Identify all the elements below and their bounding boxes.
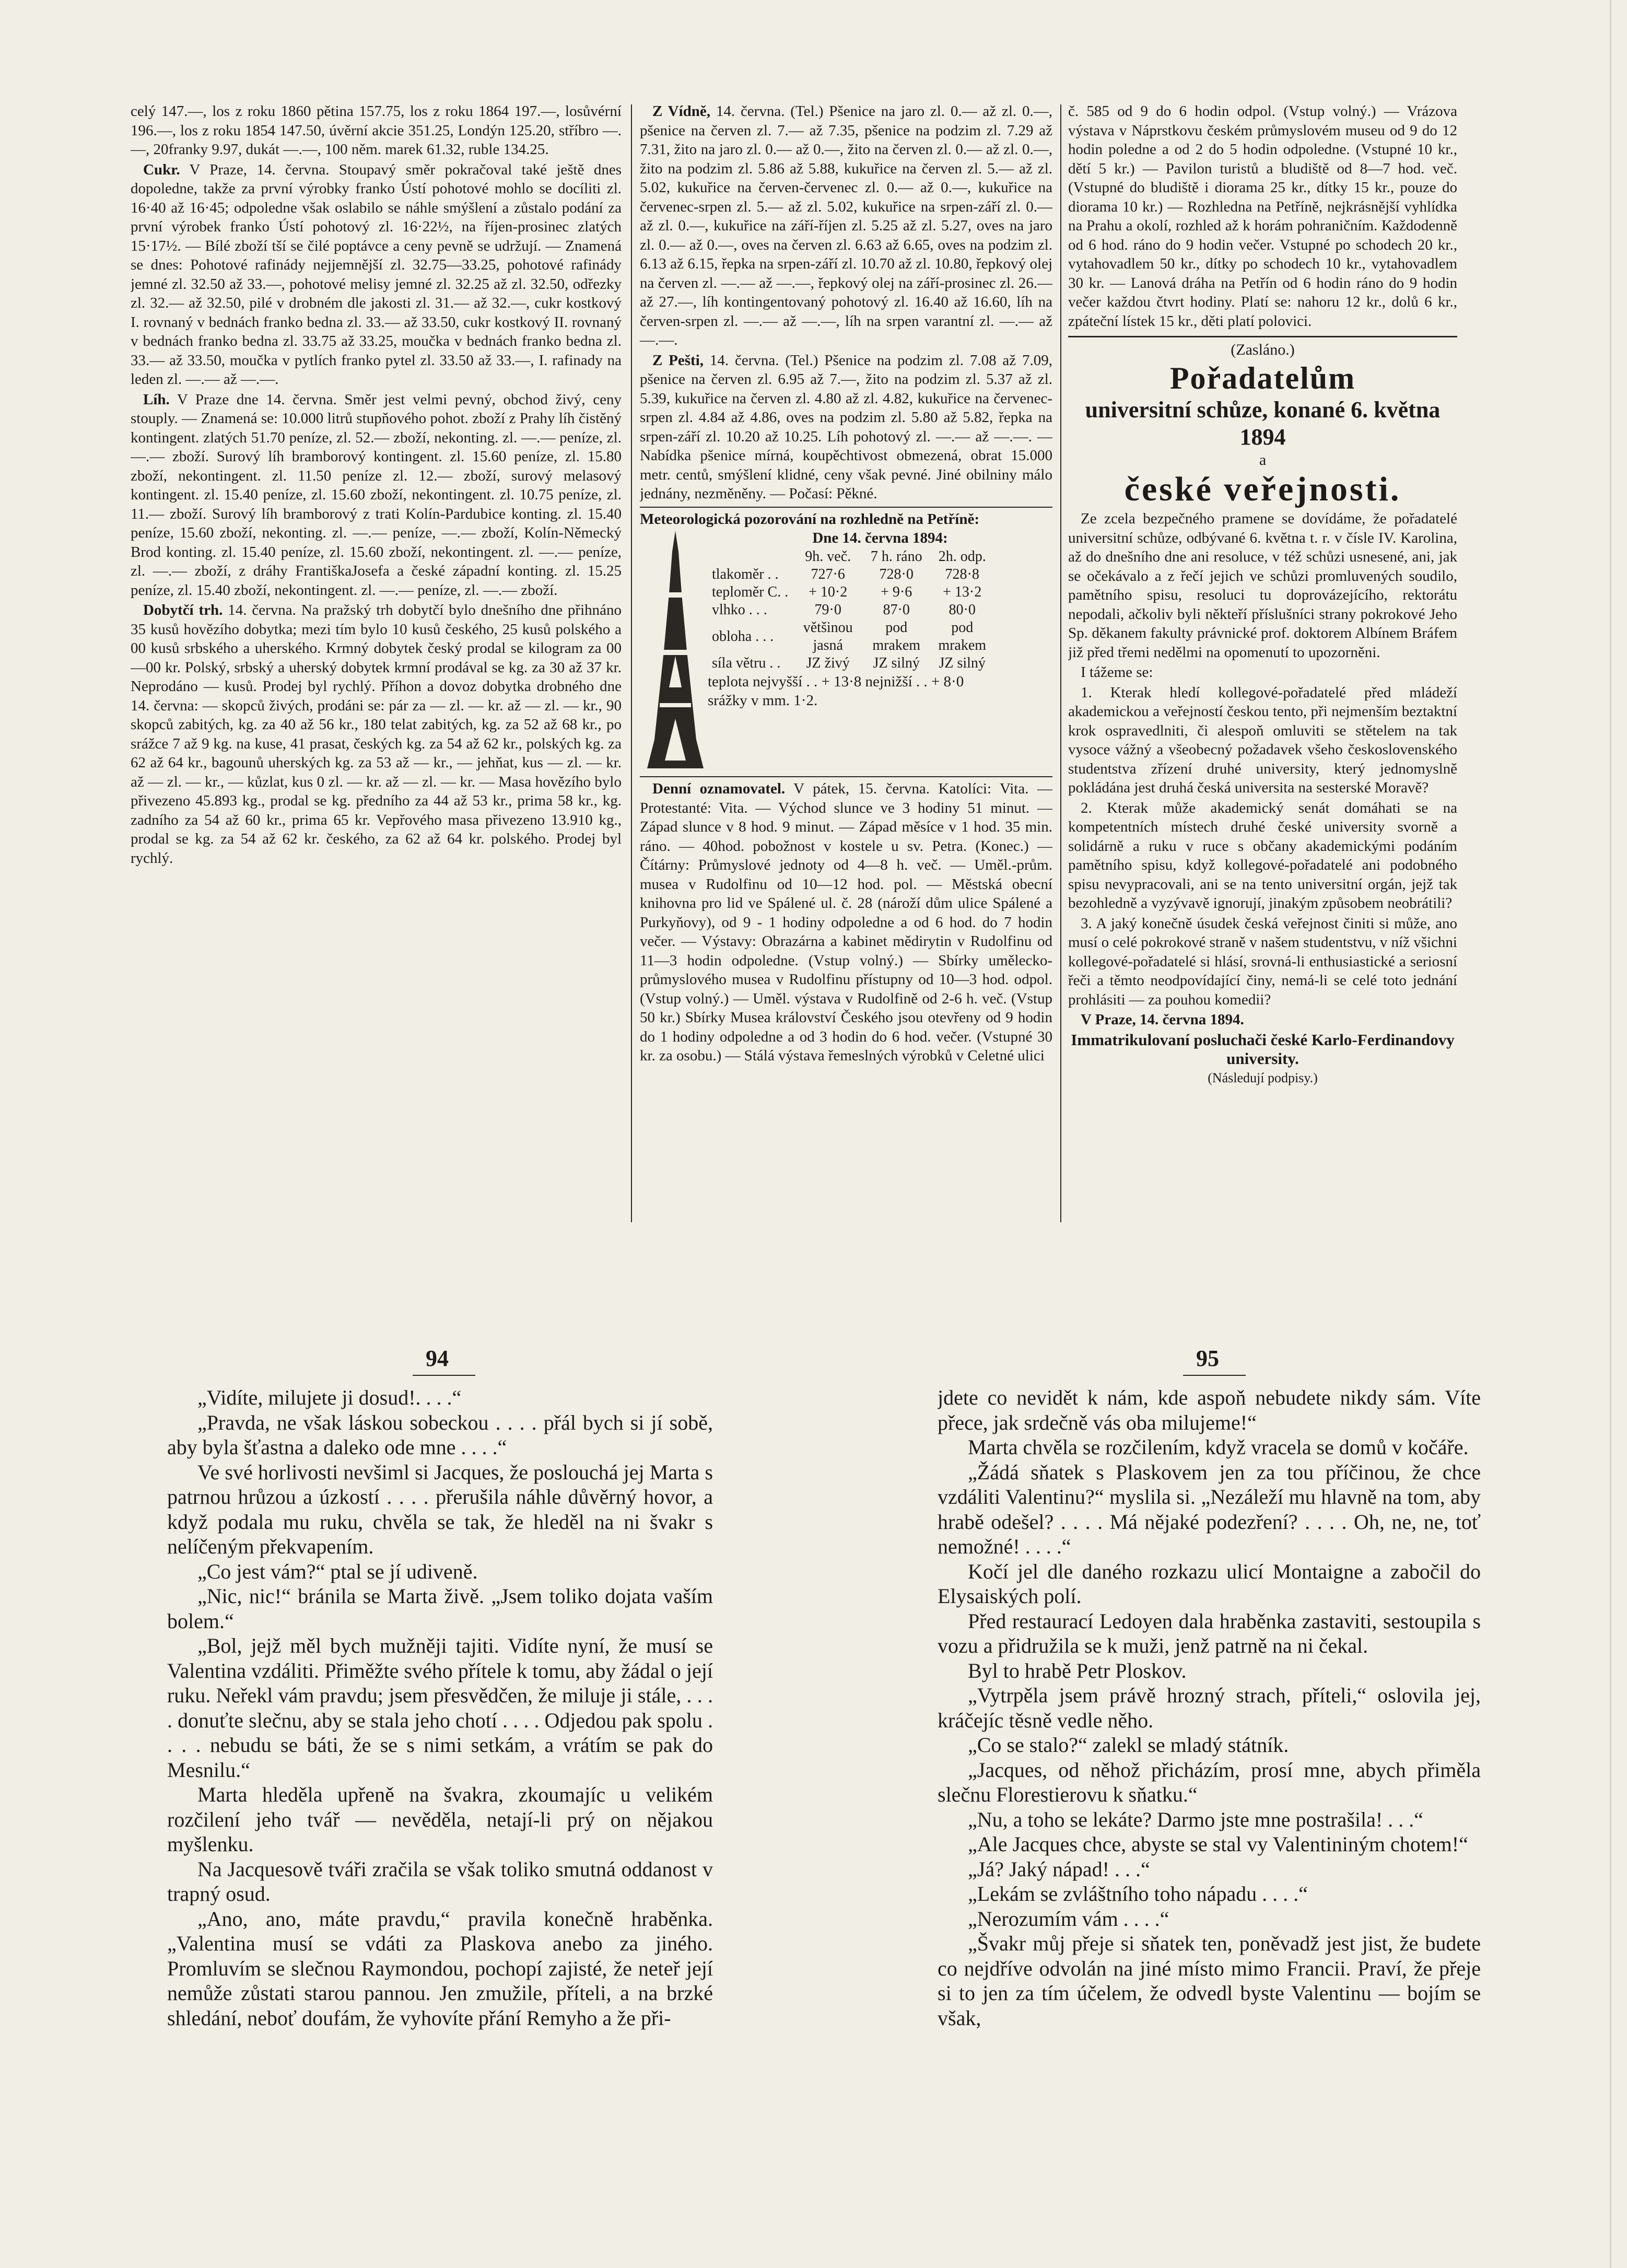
exhibitions-text: č. 585 od 9 do 6 hodin odpol. (Vstup volný.) — Vrázova výstava v Náprstkovu českém průmyslovém museu od 9 do 12 hodin poledne a od 2 do 5 hodin odpoledne. (Vstupné 10 kr., dětí 5 kr.) — Pavilon turistů a bludiště od 8—7 hod. več. (Vstupné do bludiště i diorama 25 kr., dítky 15 kr., pouze do diorama 10 kr.) — Rozhledna na Petříně, nejkrásnější vyhlídka na Prahu a okolí, rozhled až k horám pohraničním. Každodenně od 6 hod. ráno do 9 hodin večer. Vstupné po schodech 20 kr., vytahovadlem 50 kr., dítky po schodech 10 kr., vytahovadlem 30 kr. — Lanová dráha na Petřín od 6 hodin ráno do 9 hodin večer každou čtvrt hodiny. Platí se: nahoru 12 kr., dolů 6 kr., zpáteční lístek 15 kr., děti platí polovici. <box>1068 103 1457 330</box>
cattle-market-heading: Dobytčí trh. <box>143 602 223 618</box>
meteo-col-header: 7 h. ráno <box>870 548 922 565</box>
book-paragraph: „Žádá sňatek s Plaskovem jen za tou příčinou, že chce vzdáliti Valentinu?“ myslila si. „Nezáleží mu hlavně na tom, aby hrabě odešel? . . . . Má nějaké podezření? . . . . Oh, ne, ne, toť nemožné! . . . .“ <box>938 1460 1481 1558</box>
daily-announcer-text: V pátek, 15. června. Katolíci: Vita. — Protestanté: Vita. — Východ slunce ve 3 hodiny 51 minut. — Západ slunce v 8 hod. 9 minut. — Západ měsíce v 1 hod. 35 min. ráno. — 40hod. pobožnost v kostele u sv. Petra. (Konec.) — Čítárny: Průmyslové jednoty od 4—8 h. več. — Uměl.-prům. musea v Rudolfinu od 10—12 hod. pol. — Městská obecní knihovna pro lid ve Spálené ul. č. 28 (nároží dům ulice Spálené a Purkyňovy), od 9 - 1 hodiny odpoledne a od 6 hod. do 7 hodin večer. — Výstavy: Obrazárna a kabinet mědirytin v Rudolfinu od 11—3 hodin odpoledne. (Vstup volný.) — Sbírky umělecko-průmyslového musea v Rudolfinu přístupny od 10—3 hod. odpol. (Vstup volný.) — Uměl. výstava v Rudolfině od 2-6 h. več. (Vstup 50 kr.) Sbírky Musea království Českého jsou otevřeny od 9 hodin do 1 hodiny odpoledne a od 3 hodin do 6 hod. večer. (Vstupné 30 kr. za osobu.) — Stálá výstava řemeslných výrobků v Celetné ulici <box>640 780 1052 1064</box>
meteo-divider <box>640 507 1052 508</box>
book-paragraph: „Nu, a toho se lekáte? Darmo jste mne postrašila! . . .“ <box>968 1807 1423 1831</box>
book-paragraph: jdete co nevidět k nám, kde aspoň nebudete nikdy sám. Víte přece, jak srdečně vás oba milujeme!“ <box>938 1386 1481 1434</box>
notice-date: V Praze, 14. června 1894. <box>1081 1011 1244 1028</box>
book-paragraph: „Vidíte, milujete ji dosud!. . . .“ <box>197 1386 462 1409</box>
notice-signature-note: (Následují podpisy.) <box>1208 1070 1318 1085</box>
pest-heading: Z Pešti, <box>652 352 704 369</box>
meteo-row-label: obloha . . . <box>712 628 774 645</box>
notice-paragraph: 2. Kterak může akademický senát domáhati se na kompetentních místech druhé české university svorně a solidárně a ruku v ruce s občany akademickými podáním pamětního spisu, když kollegové-pořadatelé ani podobného spisu nevypracovali, ani se na tento universitní orgán, jejž tak bezohledně a vyzývavě ignorují, jinakým způsobem neobrátili? <box>1068 799 1457 911</box>
book-paragraph: „Švakr můj přeje si sňatek ten, poněvadž jest jist, že budete co nejdříve odvolán na jiné místo mimo Francii. Praví, že přeje si to jen za tím účelem, že odvedl byste Valentinu — bojím se však, <box>938 1932 1481 2030</box>
book-paragraph: „Ale Jacques chce, abyste se stal vy Valentininým chotem!“ <box>968 1832 1468 1856</box>
notice-signature: Immatrikulovaní posluchači české Karlo-Ferdinandovy university. <box>1071 1030 1455 1068</box>
book-paragraph: Na Jacquesově tváři zračila se však toliko smutná oddanost v trapný osud. <box>167 1857 713 1905</box>
meteo-header-row <box>708 548 995 566</box>
notice-paragraph: 1. Kterak hledí kollegové-pořadatelé před mládeží akademickou a veřejností českou tento, při nejmenším beztaktní krok ospravedlniti, či alespoň omluviti se stětelem na tak vysoce vážný a všeobecný požadavek všeho československého studentstva zřízení druhé university, který jednomyslně pokládána jest druhá česká universita na sesterské Moravě? <box>1068 684 1457 796</box>
meteo-temperature-extremes: teplota nejvyšší . . + 13·8 nejnižší . . + 8·0 <box>708 673 964 690</box>
meteo-row <box>708 654 995 672</box>
book-paragraph: „Já? Jaký nápad! . . .“ <box>968 1857 1150 1881</box>
notice-heading-main: Pořadatelům <box>1169 360 1356 395</box>
meteo-date: Dne 14. června 1894: <box>812 530 948 546</box>
page-edge-line <box>1610 0 1611 2268</box>
notice-heading-conjunction: a <box>1259 451 1267 469</box>
newspaper-column-2 <box>640 102 1052 1246</box>
notice-heading-sub: universitní schůze, konané 6. května 1894 <box>1085 396 1441 450</box>
meteo-col-header: 9h. več. <box>805 548 851 565</box>
meteo-cell: 87·0 <box>883 601 910 618</box>
left-page-number: 94 <box>426 1346 449 1371</box>
meteo-row <box>708 601 995 619</box>
meteo-block <box>640 529 1052 774</box>
meteo-cell: JZ živý <box>806 654 850 671</box>
spirit-heading: Líh. <box>143 391 170 408</box>
petrin-tower-illustration <box>644 531 707 771</box>
meteo-row <box>708 583 995 601</box>
newspaper-column-3 <box>1068 102 1457 1246</box>
meteo-cell: + 13·2 <box>943 583 982 600</box>
meteo-title: Meteorologická pozorování na rozhledně na Petříně: <box>640 510 980 528</box>
sugar-heading: Cukr. <box>143 161 180 178</box>
meteo-row-label: síla větru . . <box>712 654 781 671</box>
zaslano-label: (Zasláno.) <box>1231 341 1295 358</box>
book-paragraph: „Bol, jejž měl bych mužněji tajiti. Vidíte nyní, že musí se Valentina vzdáliti. Přiměžte svého přítele k tomu, aby žádal o její ruku. Neřekl vám pravdu; jsem přesvědčen, že miluje ji stále, . . . . donuťte slečnu, aby se stala jeho chotí . . . . Odjedou pak spolu . . . . nebudu se báti, že se s nimi setkám, a vrátím se pak do Mesnilu.“ <box>167 1634 713 1782</box>
meteo-cell: + 9·6 <box>881 583 912 600</box>
meteo-row-label: vlhko . . . <box>712 601 767 618</box>
book-paragraph: Před restaurací Ledoyen dala hraběnka zastaviti, sestoupila s vozu a přidružila se k muži, jenž patrně na ni čekal. <box>938 1609 1481 1657</box>
meteo-cell: JZ silný <box>873 654 920 671</box>
book-paragraph: „Lekám se zvláštního toho nápadu . . . .“ <box>968 1882 1308 1905</box>
zaslano-divider <box>1068 336 1457 337</box>
book-paragraph: „Vytrpěla jsem právě hrozný strach, příteli,“ oslovila jej, kráčejíc těsně vedle něho. <box>938 1684 1481 1732</box>
left-page-number-rule <box>413 1375 475 1376</box>
book-paragraph: „Nic, nic!“ bránila se Marta živě. „Jsem toliko dojata vaším bolem.“ <box>167 1584 713 1633</box>
meteo-cell: 80·0 <box>949 601 976 618</box>
pest-text: 14. června. (Tel.) Pšenice na podzim zl. 7.08 až 7.09, pšenice na červen zl. 6.95 až 7.—, žito na podzim zl. 5.37 až zl. 5.39, kukuřice na červen zl. 4.80 až zl. 4.82, kukuřice na červenec-srpen zl. 4.84 až 4.86, oves na podzim zl. 5.80 až 5.82, řepka na srpen-září zl. 10.20 až 10.25. Líh pohotový zl. —.— až —.—. — Nabídka pšenice mírná, koupěchtivost obmezená, obrat 15.000 metr. centů, smýšlení klidné, ceny však pevné. Jiné obilniny málo jednány, nezměněny. — Počasí: Pěkné. <box>640 352 1052 502</box>
book-paragraph: Kočí jel dle daného rozkazu ulicí Montaigne a zabočil do Elysaiských polí. <box>938 1559 1481 1608</box>
book-paragraph: „Co jest vám?“ ptal se jí udiveně. <box>197 1559 478 1583</box>
notice-paragraph: Ze zcela bezpečného pramene se dovídáme, že pořadatelé universitní schůze, odbývané 6. května t. r. v čísle IV. Karolina, až do dnešního dne ani resoluce, v též schůzi usnesené, ani, jak se očekávalo a z řečí jejich ve schůzi promluvených soudilo, pamětního spisu, resoluci tu doprovázejícího, rektorátu nepodali, ačkoliv byli někteří příslušníci strany pokrokové Jeho Sp. děkanem fakulty právnické prof. doktorem Albínem Bráfem již před třemi nedělmi na opomenutí to upozorněni. <box>1068 510 1457 661</box>
book-page-left <box>167 1385 713 2231</box>
right-page-number: 95 <box>1196 1346 1219 1371</box>
meteo-col-header: 2h. odp. <box>938 548 986 565</box>
right-page-number-rule <box>1183 1375 1246 1376</box>
meteo-table <box>708 548 995 672</box>
meteo-cell: 728·8 <box>945 566 979 582</box>
book-paragraph: Marta chvěla se rozčilením, když vracela se domů v kočáře. <box>968 1435 1469 1459</box>
meteo-row-label: tlakoměr . . <box>712 566 779 582</box>
announcements-divider <box>640 776 1052 777</box>
book-paragraph: „Nerozumím vám . . . .“ <box>968 1907 1169 1931</box>
book-page-right <box>938 1385 1481 2231</box>
vienna-heading: Z Vídně, <box>652 103 711 120</box>
book-paragraph: „Pravda, ne však láskou sobeckou . . . . přál bych si jí sobě, aby byla šťastna a daleko ode mne . . . .“ <box>167 1410 713 1459</box>
meteo-cell: pod mrakem <box>938 619 987 653</box>
notice-paragraph: 3. A jaký konečně úsudek česká veřejnost činiti si může, ano musí o celé pokrokové straně v našem studentstvu, v níž všichni kollegové-pořadatelé si hlásí, srovná-li enthusiastické a seriosní řeči a těmto neodpovídající činy, nemá-li se celé toto jednání prohlásiti — za pouhou komedii? <box>1068 915 1457 1008</box>
vienna-text: 14. června. (Tel.) Pšenice na jaro zl. 0.— až zl. 0.—, pšenice na červen zl. 7.— až 7.35, pšenice na podzim zl. 7.29 až 7.31, žito na jaro zl. 0.— až 0.—, žito na červen zl. 0.— až zl. 0.—, žito na podzim zl. 5.86 až 5.88, kukuřice na červen zl. 5.— až zl. 5.02, kukuřice na červen-červenec zl. 0.— až 0.—, kukuřice na červenec-srpen zl. 5.— až zl. 5.02, kukuřice na srpen-září zl. 0.— až zl. 0.—, kukuřice na září-říjen zl. 5.25 až zl. 5.27, oves na jaro zl. 0.— až 0.—, oves na červen zl. 6.63 až 6.65, oves na podzim zl. 6.13 až 6.15, řepka na srpen-září zl. 10.70 až zl. 10.80, řepkový olej na červen zl. —.— až —.—, řepkový olej na září-prosinec zl. 26.— až 27.—, líh kontingentovaný pohotový zl. 16.40 až 16.60, líh na červen-srpen zl. —.— až —.—, líh na srpen varantní zl. —.— až —.—. <box>640 103 1052 348</box>
meteo-cell: JZ silný <box>939 654 986 671</box>
meteo-row <box>708 566 995 583</box>
book-paragraph: „Jacques, od něhož přicházím, prosí mne, abych přiměla slečnu Florestierovu k sňatku.“ <box>938 1758 1481 1806</box>
meteo-precipitation: srážky v mm. 1·2. <box>708 692 818 709</box>
notice-paragraph: I tážeme se: <box>1081 664 1153 681</box>
book-paragraph: Byl to hrabě Petr Ploskov. <box>968 1658 1187 1682</box>
book-paragraph: „Ano, ano, máte pravdu,“ pravila konečně hraběnka. „Valentina musí se vdáti za Plaskova anebo za jiného. Promluvím se slečnou Raymondou, pochopí zajisté, že neteř její nemůže zůstati starou pannou. Jen zmužile, příteli, a na brzké shledání, neboť doufám, že vyhovíte přání Remyho a že při- <box>167 1907 713 2030</box>
daily-announcer-heading: Denní oznamovatel. <box>652 780 786 797</box>
notice-heading-public: české veřejnosti. <box>1124 470 1401 508</box>
spirit-text: V Praze dne 14. června. Směr jest velmi pevný, obchod živý, ceny stouply. — Znamená se: 10.000 litrů stupňového pohot. zboží z Prahy líh čistěný kontingent. zlatých 51.70 peníze, zl. 52.— zboží, nekonting. zl. —.— peníze, zl. —.— zboží. Surový líh bramborový kontingent. zl. 15.60 peníze, zl. 15.80 zboží, nekontingent. zl. 11.50 peníze zl. 12.— zboží, surový melasový kontingent. zl. 15.40 peníze, zl. 15.60 zboží, nekontingent. zl. 10.75 peníze, zl. 11.— zboží. Surový líh bramborový z trati Kolín-Pardubice konting. zl. 15.40 peníze, 15.60 zboží, nekonting. zl. —.— peníze, —.— zboží, Kolín-Německý Brod konting. zl. 15.40 peníze, zl. 15.60 zboží, nekontingent. zl. —.— peníze, zl. —.— zboží, z dráhy FrantiškaJosefa a české západní konting. zl. 15.25 peníze, zl. 15.40 zboží, nekontingent. zl. —.— peníze, zl. —.— zboží. <box>131 391 622 599</box>
meteo-row-label: teploměr C. . <box>712 583 789 600</box>
meteo-cell: většinou jasná <box>803 619 853 653</box>
meteo-cell: + 10·2 <box>809 583 848 600</box>
meteo-cell: pod mrakem <box>872 619 921 653</box>
meteo-cell: 79·0 <box>814 601 841 618</box>
meteo-row <box>708 619 995 654</box>
sugar-text: V Praze, 14. června. Stoupavý směr pokračoval také ještě dnes dopoledne, takže za první výrobky franko Ústí pohotové mohlo se docíliti zl. 16·40 až 16·45; odpoledne však oslabilo se náhle smýšlení a zůstalo podání za první výrobek franko Ústí pohotový zl. 16·22½, na říjen-prosinec zlatých 15·17½. — Bílé zboží tší se čilé poptávce a ceny pevně se udržují. — Znamená se dnes: Pohotové rafinády nejjemnější zl. 32.75—33.25, pohotové rafinády jemné zl. 32.50 až 33.—, pohotové melisy jemné zl. 32.25 až zl. 32.50, odřezky zl. 32.— až 32.50, pilé v drobném dle jakosti zl. 31.— až 32.—, cukr kostkový I. rovnaný v bednách franko bedna zl. 33.— až 33.50, cukr kostkový II. rovnaný v bednách franko bedna zl. 33.75 až 33.25, moučka v bednách franko bedna zl. 33.— až 33.50, moučka v pytlích franko pytel zl. 33.50 až 33.—, I. rafinady na leden zl. —.— až —.—. <box>131 161 622 388</box>
column-divider-1 <box>631 104 632 1222</box>
exchange-rates-text: celý 147.—, los z roku 1860 pětina 157.75, los z roku 1864 197.—, losůvérní 196.—, los z roku 1854 147.50, úvěrní akcie 351.25, Londýn 125.20, stříbro —.—, 20franky 9.97, dukát —.—, 100 něm. marek 61.32, ruble 134.25. <box>131 103 622 158</box>
newspaper-column-1 <box>131 102 622 1246</box>
cattle-market-text: 14. června. Na pražský trh dobytčí bylo dnešního dne přihnáno 35 kusů hovězího dobytka; mezi tím bylo 10 kusů českého, 25 kusů polského a 00 kusů srbského a uherského. Krmný dobytek český prodal se kilogram za 00—00 kr. Polský, srbský a uherský dobytek krmní prodával se kg. za 30 až 37 kr. Neprodáno — kusů. Prodej byl rychlý. Příhon a dovoz dobytka drobného dne 14. června: — skopců živých, prodáni se: pár za — zl. — kr. až — zl. — kr., 90 skopců zabitých, kg. za 40 až 56 kr., 180 telat zabitých, kg. za 52 až 68 kr., po srážce 7 až 9 kg. na kuse, 41 prasat, českých kg. za 54 až 62 kr., polských kg. za 62 až 64 kr., bagounů uherských kg. za 53 až — kr., — jehňat, kus — zl. — kr. až — zl. — kr., — kůzlat, kus 0 zl. — kr. až — zl. — kr. — Masa hovězího bylo přivezeno 45.893 kg., prodal se kg. předního za 44 až 53 kr., prima 58 kr., kg. zadního za 54 až 60 kr., prima 65 kr. Vepřového masa přivezeno 13.910 kg., prodal se kg. za 54 až 62 kr. českého, za 62 až 64 kr. polského. Prodej byl rychlý. <box>131 602 622 867</box>
column-divider-2 <box>1060 104 1061 1222</box>
book-paragraph: „Co se stalo?“ zalekl se mladý státník. <box>968 1733 1289 1757</box>
book-paragraph: Marta hleděla upřeně na švakra, zkoumajíc u velikém rozčilení jeho tvář — nevěděla, netají-li prý on nějakou myšlenku. <box>167 1783 713 1856</box>
meteo-cell: 728·0 <box>879 566 914 582</box>
book-paragraph: Ve své horlivosti nevšiml si Jacques, že poslouchá jej Marta s patrnou hrůzou a úzkostí . . . . přerušila náhle důvěrný hovor, a když podala mu ruku, chvěla se tak, že hleděl na ni švakr s nelíčeným překvapením. <box>167 1460 713 1558</box>
meteo-cell: 727·6 <box>811 566 845 582</box>
